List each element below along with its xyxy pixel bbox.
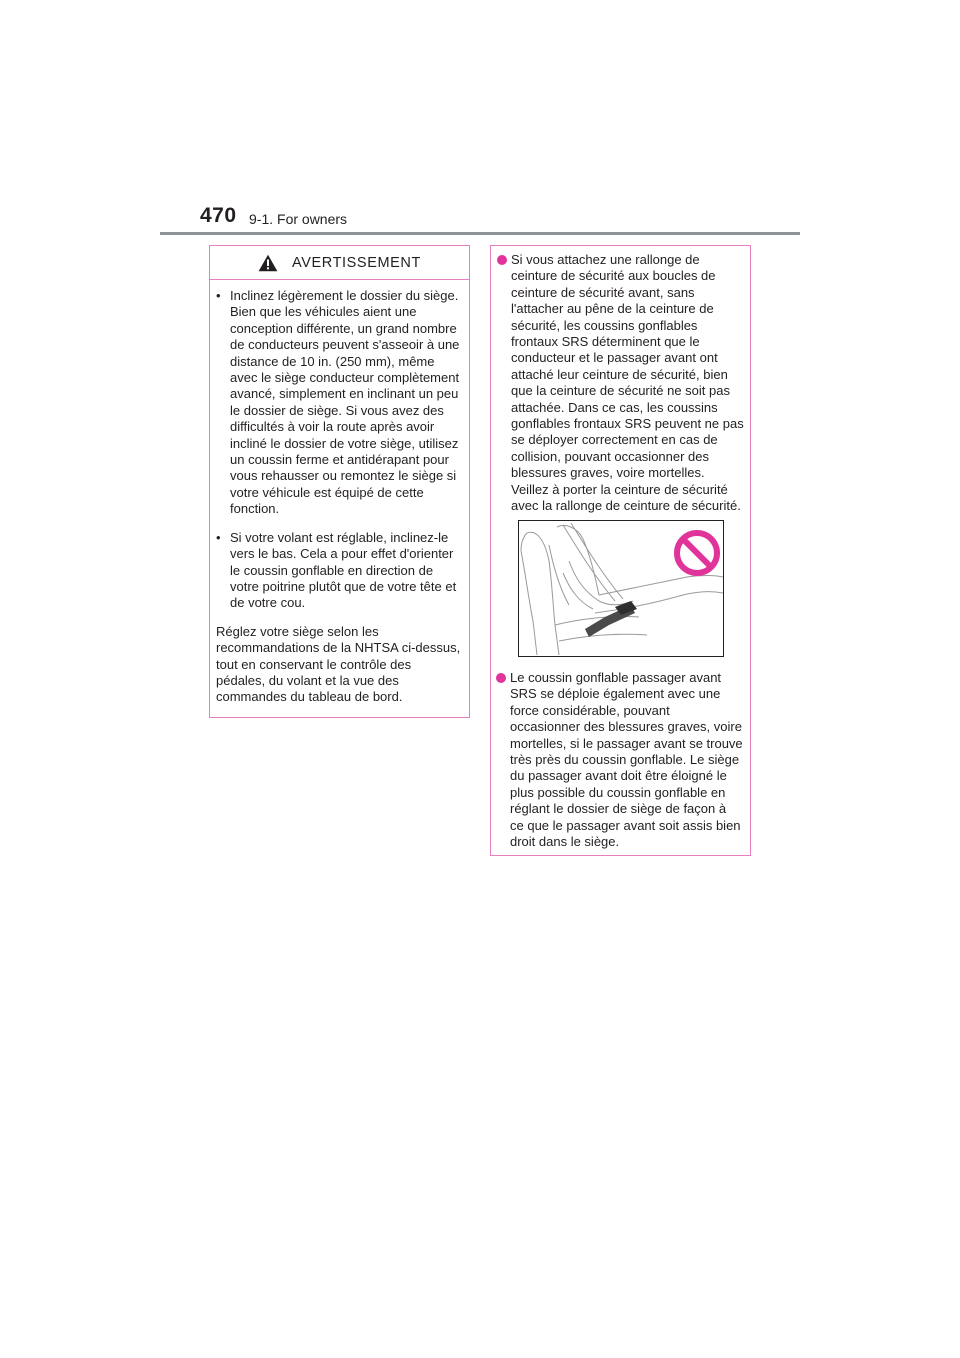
bullet-dot xyxy=(496,673,506,683)
bullet-dot xyxy=(497,255,507,265)
warning-bullet xyxy=(216,530,463,612)
bullet-mark: • xyxy=(216,529,221,545)
list-item-text: Le coussin gonflable passager avant SRS se déploie également avec une force considérable, pouvant occasionner des blessures graves, voire mortelles, si le passager avant se trouve très près du coussin gonflable. Le siège du passager avant doit être éloigné le plus possible du coussin gonflable en réglant le dossier de siège de façon à ce que le passager avant soit assis bien droit dans le siège. xyxy=(510,670,743,850)
info-content xyxy=(491,246,750,515)
warning-triangle-icon xyxy=(258,254,278,272)
seat-occupant-drawing xyxy=(519,521,723,656)
section-title: 9-1. For owners xyxy=(249,211,348,227)
header-rule xyxy=(160,232,800,235)
page-number: 470 xyxy=(200,204,237,227)
list-item-text: Si vous attachez une rallonge de ceinture de sécurité aux boucles de ceinture de sécurité avant, sans l'attacher au pêne de la ceinture de sécurité, les coussins gonflables frontaux SRS déterminent que le conducteur et le passager avant ont attaché leur ceinture de sécurité, bien que la ceinture de sécurité ne soit pas attachée. Dans ce cas, les coussins gonflables frontaux SRS peuvent ne pas se déployer correctement en cas de collision, pouvant occasionner des blessures graves, voire mortelles. Veillez à porter la ceinture de sécurité avec la rallonge de ceinture de sécurité. xyxy=(511,252,744,514)
list-item xyxy=(496,670,743,850)
prohibition-icon xyxy=(677,533,717,573)
seatbelt-extender-illustration xyxy=(518,520,724,657)
info-content-continued xyxy=(496,670,743,850)
warning-box xyxy=(209,245,470,718)
warning-paragraph: Réglez votre siège selon les recommandations de la NHTSA ci-dessus, tout en conservant le contrôle des pédales, du volant et la vue des commandes du tableau de bord. xyxy=(216,623,461,705)
warning-bullet-text: Inclinez légèrement le dossier du siège. Bien que les véhicules aient une conception différente, un grand nombre de conducteurs peuvent s'asseoir à une distance de 10 in. (250 mm), même avec le siège conducteur complètement avancé, simplement en inclinant un peu le dossier de siège. Si vous avez des difficultés à voir la route après avoir incliné le dossier de votre siège, utilisez un coussin ferme et antidérapant pour vous rehausser ou remontez le siège si votre véhicule est équipé de cette fonction. xyxy=(230,288,460,517)
warning-title: AVERTISSEMENT xyxy=(292,254,421,271)
warning-header xyxy=(210,246,469,280)
list-item xyxy=(497,252,744,515)
warning-bullet-text: Si votre volant est réglable, inclinez-le vers le bas. Cela a pour effet d'orienter le coussin gonflable en direction de votre poitrine plutôt que de votre tête et de votre cou. xyxy=(230,529,457,611)
bullet-mark: • xyxy=(216,288,221,303)
warning-content xyxy=(210,280,469,706)
warning-bullet xyxy=(216,288,463,518)
